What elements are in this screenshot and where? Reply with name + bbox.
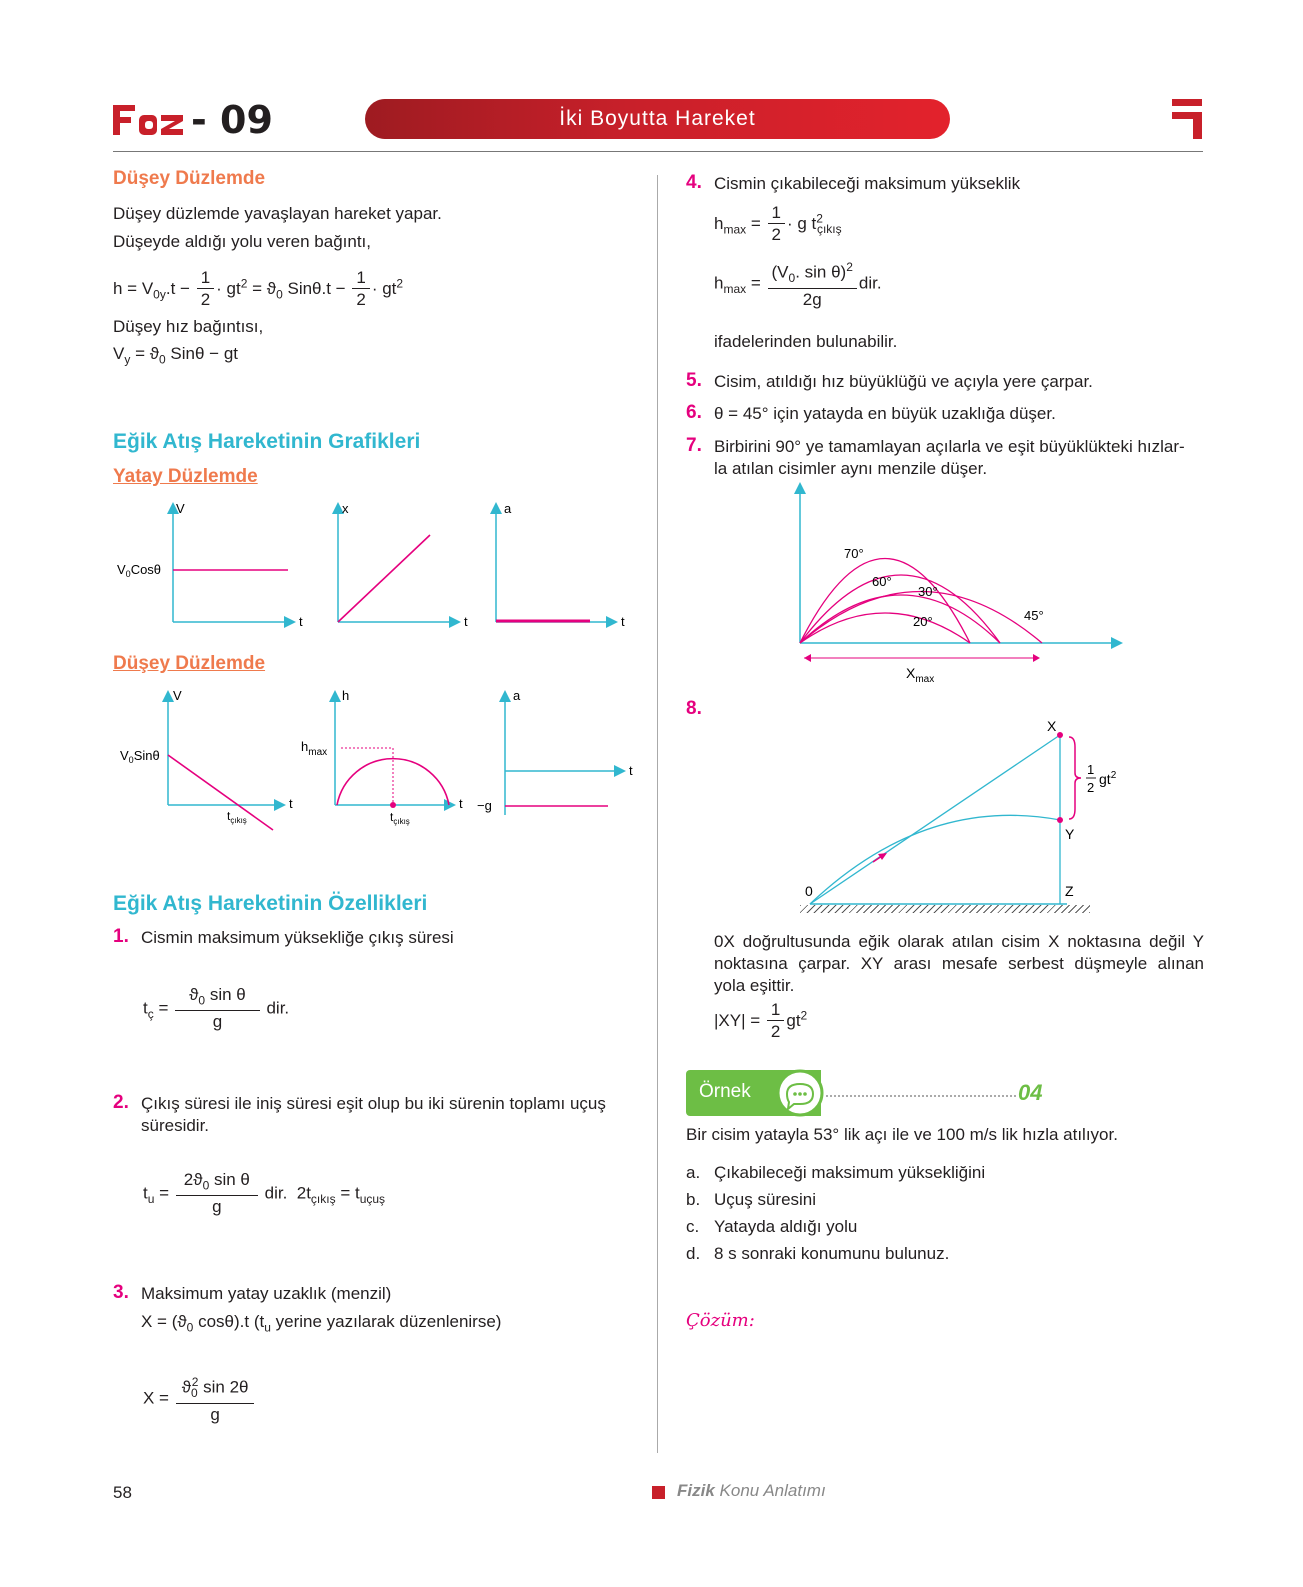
- example-label: Örnek: [699, 1081, 751, 1102]
- part-d: [686, 1243, 985, 1265]
- item-5: [686, 370, 1093, 392]
- item-7: [686, 435, 1206, 478]
- vy-v0sin-label: $V_0Sin\theta$: [120, 748, 160, 765]
- trajectory-70: [800, 559, 970, 644]
- vx-v-label: V: [176, 501, 185, 516]
- item-3-number: 3.: [113, 1282, 129, 1303]
- item-5-number: 5.: [686, 370, 702, 391]
- footer-brand-bold: Fizik: [677, 1481, 715, 1500]
- item-8-line-2: noktasına çarpar. XY arası mesafe serbest düşmeyle alınan: [714, 954, 1204, 973]
- range-relation-c: yerine yazılarak düzenlenirse): [270, 1312, 502, 1331]
- item-8-line-1: 0X doğrultusunda eğik olarak atılan cisim X noktasına değil Y: [714, 932, 1204, 951]
- half-den: 2: [1087, 780, 1095, 795]
- ax-a-label: a: [504, 501, 512, 516]
- part-b: [686, 1189, 985, 1211]
- graphs-horizontal-title: Yatay Düzlemde: [113, 466, 258, 487]
- chapter-banner: [365, 99, 950, 139]
- h-t-label: t: [459, 796, 463, 811]
- angle-label-45: 45°: [1024, 608, 1044, 623]
- part-a: [686, 1162, 985, 1184]
- item-7-number: 7.: [686, 435, 702, 456]
- horizontal-graphs: [113, 500, 633, 635]
- item-7-line-2: la atılan cisimler aynı menzile düşer.: [714, 459, 988, 478]
- ax-t-label: t: [621, 614, 625, 629]
- faz-logo-mark: [113, 101, 185, 139]
- vy-tcikis-label: $t_{çıkış}$: [227, 809, 247, 825]
- vertical-line-2: Düşeyde aldığı yolu veren bağıntı,: [113, 232, 371, 251]
- part-b-letter: b.: [686, 1190, 701, 1209]
- item-2: [113, 1092, 633, 1135]
- page-number: 58: [113, 1483, 132, 1502]
- graphs-title: Eğik Atış Hareketinin Grafikleri: [113, 430, 421, 453]
- vy-t-label: t: [289, 796, 293, 811]
- ground-hatch: [800, 905, 1090, 913]
- item-6: [686, 402, 1056, 424]
- label-x: X: [1047, 718, 1057, 734]
- item-3: [113, 1282, 392, 1304]
- xmax-label: $X_{max}$: [906, 665, 935, 685]
- chapter-number: - 09: [191, 98, 273, 142]
- item-4-text: Cismin çıkabileceği maksimum yükseklik: [714, 174, 1021, 193]
- vx-t-label: t: [299, 614, 303, 629]
- xy-brace: [1069, 737, 1081, 819]
- item-1-text: Cismin maksimum yüksekliğe çıkış süresi: [141, 928, 454, 947]
- part-c-text: Yatayda aldığı yolu: [714, 1217, 858, 1236]
- item-2-number: 2.: [113, 1092, 129, 1113]
- projectile-vs-line-figure: [795, 715, 1135, 915]
- line-0x: [810, 735, 1060, 904]
- height-formula: $h = V_{0y}.t$ − $\frac{1}{2}$ · $gt^2 = ϑ_0$ Sinθ.t − $\frac{1}{2}$ · $gt^2$: [113, 268, 404, 309]
- item-6-text: θ = 45° için yatayda en büyük uzaklığa düşer.: [714, 404, 1056, 423]
- angle-label-30: 30°: [918, 584, 938, 599]
- footer-square-icon: [652, 1486, 665, 1499]
- part-a-letter: a.: [686, 1163, 701, 1182]
- complementary-angles-figure: [780, 480, 1130, 690]
- point-x: [1057, 732, 1063, 738]
- angle-label-60: 60°: [872, 574, 892, 589]
- hmax-formula-2: $h_{max}$ = $\frac{(V_0. \sin \theta)^2}{2g}$ dir.: [714, 257, 882, 311]
- item-8-text: [714, 931, 1204, 997]
- h-hmax-label: $h_{max}$: [301, 739, 328, 758]
- item-7-line-1: Birbirini 90° ye tamamlayan açılarla ve eşit büyüklükteki hızlar-: [714, 437, 1185, 456]
- trajectory-30: [800, 595, 1000, 643]
- footer-brand-rest: Konu Anlatımı: [714, 1481, 826, 1500]
- part-d-text: 8 s sonraki konumunu bulunuz.: [714, 1244, 950, 1263]
- part-b-text: Uçuş süresini: [714, 1190, 817, 1209]
- item-8-number: 8.: [686, 698, 702, 719]
- xmax-arrow-right: [1033, 654, 1040, 662]
- item-6-number: 6.: [686, 402, 702, 423]
- hmax-formula-1: $h_{max}$ = $\frac{1}{2}$ · g $t^2_{çıkış}$: [714, 203, 842, 244]
- vertical-line-1: Düşey düzlemde yavaşlayan hareket yapar.: [113, 204, 442, 223]
- angle-label-70: 70°: [844, 546, 864, 561]
- header-rule: [113, 151, 1203, 152]
- example-question: Bir cisim yatayla 53° lik açı ile ve 100 m/s lik hızla atılıyor.: [686, 1125, 1118, 1144]
- angle-label-20: 20°: [913, 614, 933, 629]
- properties-title: Eğik Atış Hareketinin Özellikleri: [113, 892, 428, 915]
- point-y: [1057, 817, 1063, 823]
- part-d-letter: d.: [686, 1244, 701, 1263]
- vx-v0cos-label: $V_0Cos\theta$: [117, 562, 162, 579]
- example-dotted-line: [826, 1095, 1016, 1097]
- solution-label: Çözüm:: [686, 1310, 755, 1331]
- range-relation-b: cosθ).t (t: [193, 1312, 265, 1331]
- item-8-line-3: yola eşittir.: [714, 976, 795, 995]
- vy-line: [168, 755, 273, 830]
- part-c-letter: c.: [686, 1217, 700, 1236]
- column-divider: [657, 175, 658, 1453]
- gt2-label: $gt^2$: [1099, 770, 1117, 787]
- section-vertical-title: Düşey Düzlemde: [113, 168, 266, 189]
- x-t-label: t: [464, 614, 468, 629]
- item-4-tail: ifadelerinden bulunabilir.: [714, 332, 898, 351]
- trajectory-20: [800, 613, 970, 643]
- rise-time-formula: $t_ç$ = $\frac{ϑ_0 \sin \theta}{g}$ dir.: [143, 985, 290, 1032]
- range-relation-a: X = (ϑ: [141, 1312, 187, 1331]
- faz-logo: [113, 98, 273, 142]
- vy-v-label: V: [173, 688, 182, 703]
- item-2-text: Çıkış süresi ile iniş süresi eşit olup bu iki sürenin toplamı uçuş süresidir.: [141, 1094, 606, 1135]
- x-x-label: x: [342, 501, 349, 516]
- example-parts: [686, 1162, 985, 1265]
- ay-t-label: t: [629, 763, 633, 778]
- h-h-label: h: [342, 688, 350, 703]
- graphs-vertical-title: Düşey Düzlemde: [113, 653, 266, 674]
- ay-neg-g-label: −g: [477, 798, 492, 813]
- chat-bubble-icon: [776, 1068, 824, 1118]
- flight-time-formula: $t_u$ = $\frac{2ϑ_0 \sin \theta}{g}$ dir. $2t_{çıkış} = t_{uçuş}$: [143, 1170, 386, 1217]
- footer-brand: [677, 1481, 826, 1501]
- trajectory-0y: [810, 815, 1060, 904]
- item-3-text: Maksimum yatay uzaklık (menzil): [141, 1284, 392, 1303]
- x-line: [338, 535, 430, 622]
- item-4-number: 4.: [686, 172, 702, 193]
- label-y: Y: [1065, 826, 1075, 842]
- label-z: Z: [1065, 883, 1074, 899]
- example-number: 04: [1018, 1080, 1043, 1105]
- half-num: 1: [1087, 762, 1095, 777]
- range-relation: $X = (ϑ_0$ cosθ).t ($t_u$ yerine yazılarak düzenlenirse): [141, 1312, 502, 1335]
- xy-formula: |XY| = $\frac{1}{2}$ $gt^2$: [714, 1000, 808, 1041]
- part-c: [686, 1216, 985, 1238]
- item-1-number: 1.: [113, 926, 129, 947]
- h-tcikis-dot: [390, 802, 396, 808]
- item-4: [686, 172, 1021, 194]
- vertical-graphs: [113, 688, 633, 838]
- corner-logo-icon: [1172, 99, 1202, 139]
- trajectory-60: [800, 575, 1000, 643]
- speed-formula: $V_y = ϑ_0$ Sinθ − gt: [113, 344, 239, 367]
- item-5-text: Cisim, atıldığı hız büyüklüğü ve açıyla yere çarpar.: [714, 372, 1093, 391]
- label-o: 0: [805, 883, 813, 899]
- ay-a-label: a: [513, 688, 521, 703]
- xmax-arrow-left: [804, 654, 811, 662]
- h-tcikis-label: $t_{çıkış}$: [390, 810, 410, 826]
- item-1: [113, 926, 454, 948]
- part-a-text: Çıkabileceği maksimum yüksekliğini: [714, 1163, 986, 1182]
- chapter-title: İki Boyutta Hareket: [559, 107, 756, 130]
- speed-relation-label: Düşey hız bağıntısı,: [113, 317, 264, 336]
- range-formula: X = $\frac{ϑ_0^2 \sin 2\theta}{g}$: [143, 1372, 256, 1426]
